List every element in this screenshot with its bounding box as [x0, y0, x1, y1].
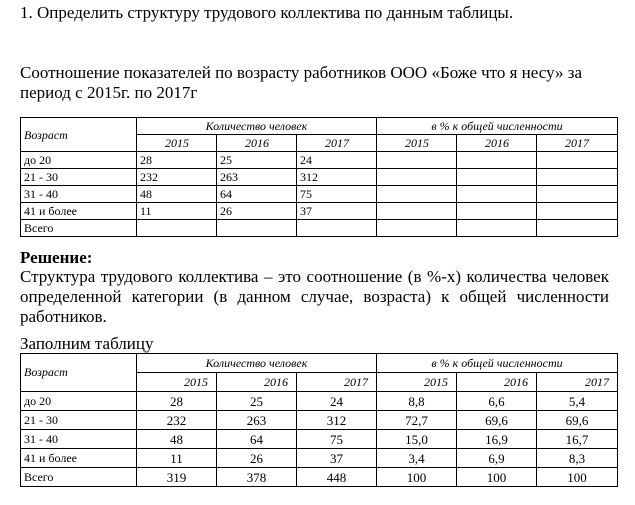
percent-cell [457, 152, 537, 169]
table-row [21, 186, 618, 203]
percent-cell [377, 220, 457, 237]
count-cell: 26 [217, 203, 297, 220]
percent-cell: 69,6 [457, 411, 537, 430]
count-cell: 25 [217, 392, 297, 411]
age-header: Возраст [21, 354, 137, 392]
source-table [20, 117, 618, 237]
count-cell: 312 [297, 169, 377, 186]
count-cell: 37 [297, 449, 377, 468]
percent-cell: 6,9 [457, 449, 537, 468]
count-cell: 263 [217, 169, 297, 186]
fill-table-label: Заполним таблицу [20, 334, 154, 353]
row-label: 31 - 40 [21, 430, 137, 449]
count-cell: 75 [297, 186, 377, 203]
percent-cell [537, 152, 618, 169]
percent-cell [377, 152, 457, 169]
year-percent-2016: 2016 [457, 373, 537, 392]
count-cell [137, 220, 217, 237]
percent-cell [377, 186, 457, 203]
table-caption: Соотношение показателей по возрасту работников ООО «Боже что я несу» за период с 2015г. по 2017г [20, 63, 583, 102]
count-cell: 312 [297, 411, 377, 430]
year-count-2016: 2016 [217, 373, 297, 392]
table-row [21, 449, 618, 468]
count-cell: 232 [137, 169, 217, 186]
percent-cell [537, 220, 618, 237]
year-percent-2017: 2017 [537, 373, 618, 392]
count-cell: 11 [137, 449, 217, 468]
table-row [21, 203, 618, 220]
count-cell: 48 [137, 186, 217, 203]
percent-cell: 72,7 [377, 411, 457, 430]
count-cell: 64 [217, 430, 297, 449]
count-cell: 24 [297, 152, 377, 169]
count-cell: 448 [297, 468, 377, 487]
percent-cell: 3,4 [377, 449, 457, 468]
percent-cell: 100 [537, 468, 618, 487]
count-cell: 48 [137, 430, 217, 449]
header-row [21, 118, 618, 135]
row-label: 31 - 40 [21, 186, 137, 203]
row-label: Всего [21, 468, 137, 487]
count-cell: 37 [297, 203, 377, 220]
count-cell: 319 [137, 468, 217, 487]
percent-cell: 69,6 [537, 411, 618, 430]
year-count-2016: 2016 [217, 135, 297, 152]
count-cell: 378 [217, 468, 297, 487]
percent-cell: 100 [377, 468, 457, 487]
table-row [21, 430, 618, 449]
percent-header: в % к общей численности [377, 118, 618, 135]
percent-cell [457, 169, 537, 186]
percent-cell [377, 169, 457, 186]
row-label: 21 - 30 [21, 169, 137, 186]
count-cell: 75 [297, 430, 377, 449]
year-percent-2017: 2017 [537, 135, 618, 152]
count-cell: 64 [217, 186, 297, 203]
count-cell: 28 [137, 392, 217, 411]
percent-cell [457, 203, 537, 220]
percent-cell [537, 169, 618, 186]
table-row [21, 411, 618, 430]
percent-cell [537, 203, 618, 220]
count-cell: 25 [217, 152, 297, 169]
year-count-2015: 2015 [137, 373, 217, 392]
table-row [21, 169, 618, 186]
year-percent-2016: 2016 [457, 135, 537, 152]
solution-title: Решение: [20, 248, 93, 267]
count-cell: 11 [137, 203, 217, 220]
age-header: Возраст [21, 118, 137, 152]
percent-cell: 6,6 [457, 392, 537, 411]
result-table [20, 353, 618, 487]
count-cell: 24 [297, 392, 377, 411]
percent-cell [457, 186, 537, 203]
table-row [21, 220, 618, 237]
row-label: Всего [21, 220, 137, 237]
percent-cell: 5,4 [537, 392, 618, 411]
percent-cell: 8,3 [537, 449, 618, 468]
year-count-2015: 2015 [137, 135, 217, 152]
percent-cell [377, 203, 457, 220]
table-row [21, 152, 618, 169]
percent-cell [537, 186, 618, 203]
row-label: 41 и более [21, 203, 137, 220]
count-header: Количество человек [137, 354, 377, 373]
percent-cell: 8,8 [377, 392, 457, 411]
percent-cell: 16,7 [537, 430, 618, 449]
percent-cell [457, 220, 537, 237]
percent-cell: 16,9 [457, 430, 537, 449]
count-header: Количество человек [137, 118, 377, 135]
row-label: до 20 [21, 152, 137, 169]
table-row [21, 468, 618, 487]
year-count-2017: 2017 [297, 135, 377, 152]
table-row [21, 392, 618, 411]
percent-header: в % к общей численности [377, 354, 618, 373]
row-label: 21 - 30 [21, 411, 137, 430]
year-percent-2015: 2015 [377, 373, 457, 392]
percent-cell: 15,0 [377, 430, 457, 449]
solution-text: Структура трудового коллектива – это соотношение (в %-х) количества человек определенной категории (в данном случае, возраста) к общей численности работников. [20, 267, 609, 326]
header-row [21, 354, 618, 373]
year-count-2017: 2017 [297, 373, 377, 392]
row-label: до 20 [21, 392, 137, 411]
percent-cell: 100 [457, 468, 537, 487]
count-cell [297, 220, 377, 237]
count-cell: 263 [217, 411, 297, 430]
year-percent-2015: 2015 [377, 135, 457, 152]
count-cell: 28 [137, 152, 217, 169]
count-cell [217, 220, 297, 237]
row-label: 41 и более [21, 449, 137, 468]
task-heading: 1. Определить структуру трудового коллектива по данным таблицы. [20, 3, 514, 22]
count-cell: 26 [217, 449, 297, 468]
count-cell: 232 [137, 411, 217, 430]
